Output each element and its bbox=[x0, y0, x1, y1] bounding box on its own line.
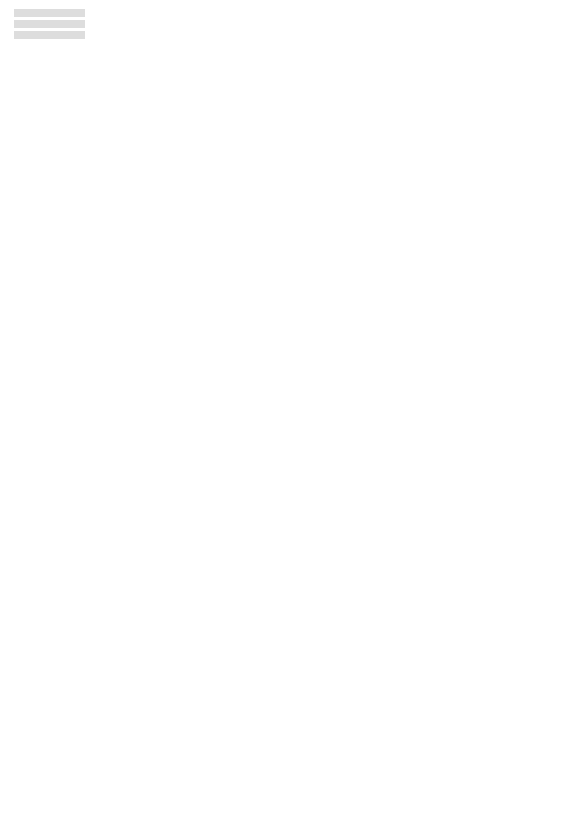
unit-title bbox=[380, 526, 552, 542]
chapter-title bbox=[380, 542, 552, 557]
column-left bbox=[14, 6, 192, 556]
answer-text-area bbox=[200, 6, 370, 526]
lesson-title bbox=[14, 542, 192, 556]
answer-text-area bbox=[14, 42, 192, 542]
lesson-title bbox=[380, 557, 552, 571]
answer-text-area bbox=[380, 6, 552, 526]
answer-text-band bbox=[14, 31, 192, 39]
answer-text-band bbox=[14, 9, 192, 17]
column-middle bbox=[200, 6, 370, 541]
section-title bbox=[200, 526, 370, 541]
answer-text-band bbox=[14, 20, 192, 28]
column-right bbox=[380, 6, 552, 571]
